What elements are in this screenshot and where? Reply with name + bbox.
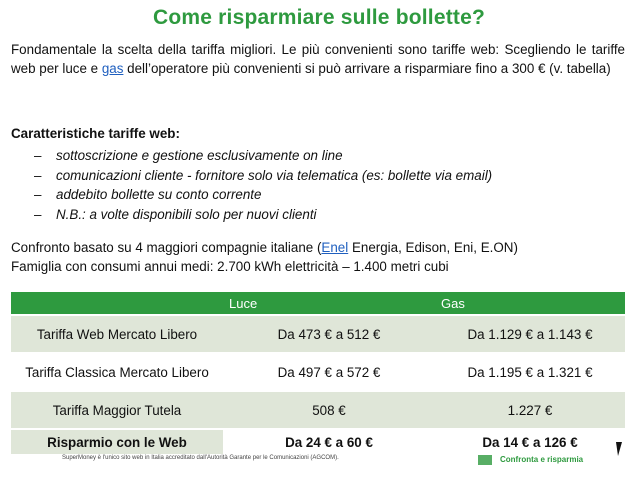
intro-text-2: dell’operatore più convenienti si può arrivare a risparmiare fino a 300 € (v. tabella) [123, 61, 611, 76]
table-cell: Tariffa Maggior Tutela [11, 391, 223, 429]
table-cell: Da 1.129 € a 1.143 € [435, 315, 625, 353]
table-cell: Tariffa Classica Mercato Libero [11, 353, 223, 391]
table-header-empty [11, 292, 223, 315]
family-line: Famiglia con consumi annui medi: 2.700 kWh elettricità – 1.400 metri cubi [11, 259, 449, 274]
table-cell: Da 24 € a 60 € [223, 429, 435, 454]
feature-text: sottoscrizione e gestione esclusivamente on line [56, 148, 343, 163]
table-cell: Da 1.195 € a 1.321 € [435, 353, 625, 391]
comparison-text-2: Energia, Edison, Eni, E.ON) [348, 240, 518, 255]
table-cell: 1.227 € [435, 391, 625, 429]
feature-text: N.B.: a volte disponibili solo per nuovi clienti [56, 206, 317, 222]
list-item [34, 185, 492, 205]
table-row [11, 391, 625, 429]
table-cell: Risparmio con le Web [11, 429, 223, 454]
dash-icon: – [34, 167, 42, 183]
comparison-line [11, 238, 625, 257]
dash-icon: – [34, 148, 42, 163]
tariff-table [11, 292, 625, 454]
feature-text: addebito bollette su conto corrente [56, 187, 262, 202]
table-cell: Da 473 € a 512 € [223, 315, 435, 353]
footnote: SuperMoney è l'unico sito web in Italia accreditato dall'Autorità Garante per le Comunicazioni (AGCOM). [62, 455, 339, 461]
features-title: Caratteristiche tariffe web: [11, 126, 180, 141]
features-list [34, 146, 492, 224]
list-item [34, 146, 492, 166]
table-header-luce: Luce [223, 292, 435, 315]
list-item [34, 166, 492, 186]
logo-tagline: Confronta e risparmia [500, 455, 584, 464]
page-title: Come risparmiare sulle bollette? [152, 6, 485, 29]
list-item [34, 205, 492, 225]
comparison-text-1: Confronto basato su 4 maggiori compagnie italiane ( [11, 240, 322, 255]
table-row [11, 315, 625, 353]
dash-icon: – [34, 187, 42, 202]
table-cell: Tariffa Web Mercato Libero [11, 315, 223, 353]
table-header-row [11, 292, 625, 315]
feature-text: comunicazioni cliente - fornitore solo via telematica (es: bollette via email) [56, 167, 493, 183]
table-header-gas: Gas [435, 292, 625, 315]
dash-icon: – [34, 206, 42, 222]
intro-paragraph [11, 40, 625, 78]
table-cell: 508 € [223, 391, 435, 429]
table-cell: Da 497 € a 572 € [223, 353, 435, 391]
enel-link[interactable]: Enel [321, 240, 349, 255]
table-row [11, 353, 625, 391]
table-cell: Da 14 € a 126 € [435, 429, 625, 454]
gas-link[interactable]: gas [101, 61, 124, 76]
intro-text-1: Fondamentale la scelta della tariffa migliori. Le più convenienti sono tariffe web: Scegliendo le tariffe web per luce e [11, 42, 625, 76]
